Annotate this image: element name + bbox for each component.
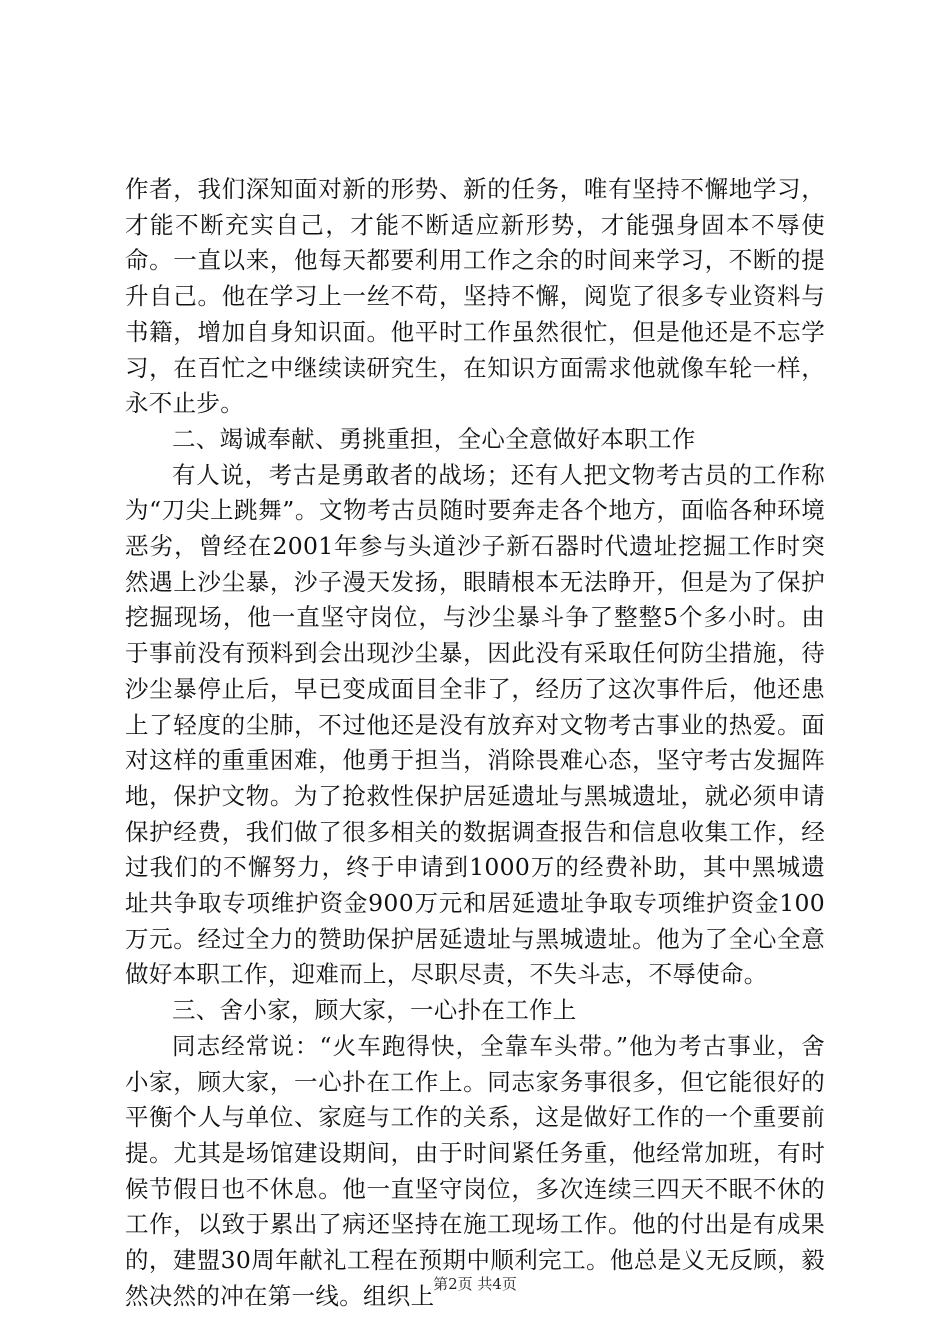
paragraph-dedication: 同志经常说：“火车跑得快，全靠车头带。”他为考古事业，舍小家，顾大家，一心扑在工作上。同志家务事很多，但它能很好的平衡个人与单位、家庭与工作的关系，这是做好工作的一个重要前提。尤其是场馆建设期间，由于时间紧任务重，他经常加班，有时候节假日也不休息。他一直坚守岗位，多次连续三四天不眠不休的工作，以致于累出了病还坚持在施工现场工作。他的付出是有成果的，建盟30周年献礼工程在预期中顺利完工。他总是义无反顾，毅然决然的冲在第一线。组织上	[125, 1031, 825, 1310]
section-heading-3: 三、舍小家，顾大家，一心扑在工作上	[172, 996, 577, 1025]
paragraph-study: 作者，我们深知面对新的形势、新的任务，唯有坚持不懈地学习，才能不断充实自己，才能不断适应新形势，才能强身固本不辱使命。一直以来，他每天都要利用工作之余的时间来学习，不断的提升自己。他在学习上一丝不苟，坚持不懈，阅览了很多专业资料与书籍，增加自身知识面。他平时工作虽然很忙，但是他还是不忘学习，在百忙之中继续读研究生，在知识方面需求他就像车轮一样，永不止步。	[125, 175, 825, 418]
document-body	[125, 172, 825, 1315]
section-heading-2: 二、竭诚奉献、勇挑重担，全心全意做好本职工作	[172, 424, 696, 453]
page-number-footer: 第2页 共4页	[433, 1275, 517, 1293]
paragraph-archaeology: 有人说，考古是勇敢者的战场；还有人把文物考古员的工作称为“刀尖上跳舞”。文物考古员随时要奔走各个地方，面临各种环境恶劣，曾经在2001年参与头道沙子新石器时代遗址挖掘工作时突然遇上沙尘暴，沙子漫天发扬，眼睛根本无法睁开，但是为了保护挖掘现场，他一直坚守岗位，与沙尘暴斗争了整整5个多小时。由于事前没有预料到会出现沙尘暴，因此没有采取任何防尘措施，待沙尘暴停止后，早已变成面目全非了，经历了这次事件后，他还患上了轻度的尘肺，不过他还是没有放弃对文物考古事业的热爱。面对这样的重重困难，他勇于担当，消除畏难心态，坚守考古发掘阵地，保护文物。为了抢救性保护居延遗址与黑城遗址，就必须申请保护经费，我们做了很多相关的数据调查报告和信息收集工作，经过我们的不懈努力，终于申请到1000万的经费补助，其中黑城遗址共争取专项维护资金900万元和居延遗址争取专项维护资金100万元。经过全力的赞助保护居延遗址与黑城遗址。他为了全心全意做好本职工作，迎难而上，尽职尽责，不失斗志，不辱使命。	[125, 460, 825, 989]
